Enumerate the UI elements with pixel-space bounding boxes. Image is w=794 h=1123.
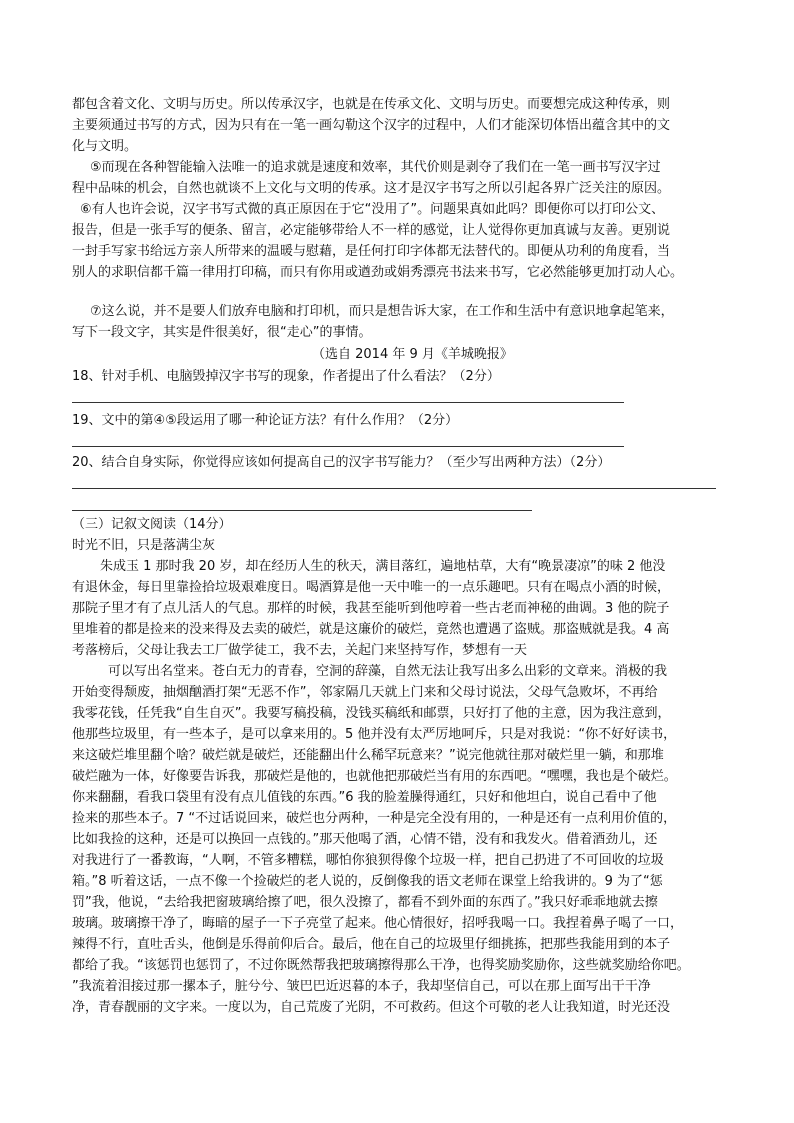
answer-line-18[interactable] [72,402,624,403]
narrative-line: 朱成玉 1 那时我 20 岁，却在经历人生的秋天，满目落红，遍地枯草，大有“晚景凄凉”的味 2 他没 [100,559,666,574]
narrative-line: 有退休金，每日里靠捡拾垃圾艰难度日。喝酒算是他一天中唯一的一点乐趣吧。只有在喝点小酒的时候， [72,580,671,595]
narrative-line: 破烂融为一体，好像要告诉我，那破烂是他的，也就他把那破烂当有用的东西吧。“嘿嘿，我也是个破烂。 [72,769,677,784]
narrative-line: 他那些垃圾里，有一些本子，是可以拿来用的。5 他并没有太严厉地呵斥，只是对我说：“你不好好读书， [72,727,677,742]
question-18: 18、针对手机、电脑毁掉汉字书写的现象，作者提出了什么看法？（2分） [72,369,500,384]
text-line: 化与文明。 [72,139,138,154]
narrative-line: 可以写出名堂来。苍白无力的青春，空洞的辞藻，自然无法让我写出多么出彩的文章来。消极的我 [108,664,668,679]
answer-line-20b[interactable] [72,510,532,511]
narrative-line: 你来翻翻，看我口袋里有没有点儿值钱的东西。”6 我的脸羞臊得通红，只好和他坦白，说自己看中了他 [72,790,657,805]
narrative-line: 比如我捡的这种，还是可以换回一点钱的。”那天他喝了酒，心情不错，没有和我发火。借着酒劲儿，还 [72,832,658,847]
text-line: 主要须通过书写的方式，因为只有在一笔一画勾勒这个汉字的过程中，人们才能深切体悟出蕴含其中的文 [72,118,671,133]
answer-line-19[interactable] [72,446,624,447]
question-19: 19、文中的第④⑤段运用了哪一种论证方法？有什么作用？（2分） [72,413,459,428]
narrative-line: 箱。”8 听着这话，一点不像一个捡破烂的老人说的，反倒像我的语文老师在课堂上给我讲的。9 为了“惩 [72,874,663,889]
text-line: 程中品味的机会，自然也就谈不上文化与文明的传承。这才是汉字书写之所以引起各界广泛关注的原因。 [72,181,671,196]
text-line: 写下一段文字，其实是件很美好，很“走心”的事情。 [72,325,372,340]
section-heading: （三）记叙文阅读（14分） [72,517,232,532]
narrative-line: 来这破烂堆里翻个啥？破烂就是破烂，还能翻出什么稀罕玩意来？”说完他就往那对破烂里一躺，和那堆 [72,748,664,763]
paragraph-7-line: ⑦这么说，并不是要人们放弃电脑和打印机，而只是想告诉大家，在工作和生活中有意识地拿起笔来， [90,304,674,319]
question-20: 20、结合自身实际，你觉得应该如何提高自己的汉字书写能力？（至少写出两种方法）（2分） [72,455,611,470]
source-citation: （选自 2014 年 9 月《羊城晚报》 [312,347,513,362]
narrative-line: 对我进行了一番教诲，“人啊，不管多糟糕，哪怕你狼狈得像个垃圾一样，把自己扔进了不可回收的垃圾 [72,853,664,868]
narrative-line: 辣得不行，直吐舌头，他倒是乐得前仰后合。最后，他在自己的垃圾里仔细挑拣，把那些我能用到的本子 [72,937,671,952]
text-line: 都包含着文化、文明与历史。所以传承汉字，也就是在传承文化、文明与历史。而要想完成这种传承，则 [72,97,671,112]
text-line: 别人的求职信都千篇一律用打印稿，而只有你用或遒劲或娟秀漂亮书法来书写，它必然能够更加打动人心。 [72,265,684,280]
paragraph-6-line: ⑥有人也许会说，汉字书写式微的真正原因在于它“没用了”。问题果真如此吗？即便你可以打印公文、 [80,202,665,217]
narrative-line: 开始变得颓废，抽烟酗酒打架“无恶不作”，邻家隔几天就上门来和父母讨说法，父母气急败坏，不再给 [72,685,658,700]
narrative-line: 罚”我，他说，“去给我把窗玻璃给擦了吧，很久没擦了，都看不到外面的东西了。”我只好乖乖地就去擦 [72,895,658,910]
answer-line-20a[interactable] [72,488,716,489]
text-line: 一封手写家书给远方亲人所带来的温暖与慰藉，是任何打印字体都无法替代的。即便从功利的角度看，当 [72,244,671,259]
narrative-line: 捡来的那些本子。7 “不过话说回来，破烂也分两种，一种是完全没有用的，一种是还有一点利用价值的， [72,811,677,826]
paragraph-5-line: ⑤而现在各种智能输入法唯一的追求就是速度和效率，其代价则是剥夺了我们在一笔一画书写汉字过 [90,160,661,175]
text-line: 报告，但是一张手写的便条、留言，必定能够带给人不一样的感觉，让人觉得你更加真诚与友善。更别说 [72,223,671,238]
narrative-line: 都给了我。“该惩罚也惩罚了，不过你既然帮我把玻璃擦得那么干净，也得奖励奖励你，这些就奖励给你吧。 [72,958,690,973]
article-title: 时光不旧，只是落满尘灰 [72,538,216,553]
narrative-line: ”我流着泪接过那一摞本子，脏兮兮、皱巴巴近迟暮的本子，我却坚信自己，可以在那上面写出干干净 [72,979,651,994]
narrative-line: 里堆着的都是捡来的没来得及去卖的破烂，就是这廉价的破烂，竟然也遭遇了盗贼。那盗贼就是我。4 高 [72,622,670,637]
narrative-line [72,1020,720,1038]
narrative-line: 考落榜后，父母让我去工厂做学徒工，我不去，关起门来坚持写作，梦想有一天 [72,643,528,658]
narrative-line: 我零花钱，任凭我“自生自灭”。我要写稿投稿，没钱买稿纸和邮票，只好打了他的主意，因为我注意到， [72,706,671,721]
narrative-line: 净，青春靓丽的文字来。一度以为，自己荒废了光阴，不可救药。但这个可敬的老人让我知道，时光还没 [72,1000,671,1015]
narrative-line: 玻璃。玻璃擦干净了，晦暗的屋子一下子亮堂了起来。他心情很好，招呼我喝一口。我捏着鼻子喝了一口， [72,916,684,931]
narrative-line: 那院子里才有了点儿活人的气息。那样的时候，我甚至能听到他哼着一些古老而神秘的曲调。3 他的院子 [72,601,670,616]
